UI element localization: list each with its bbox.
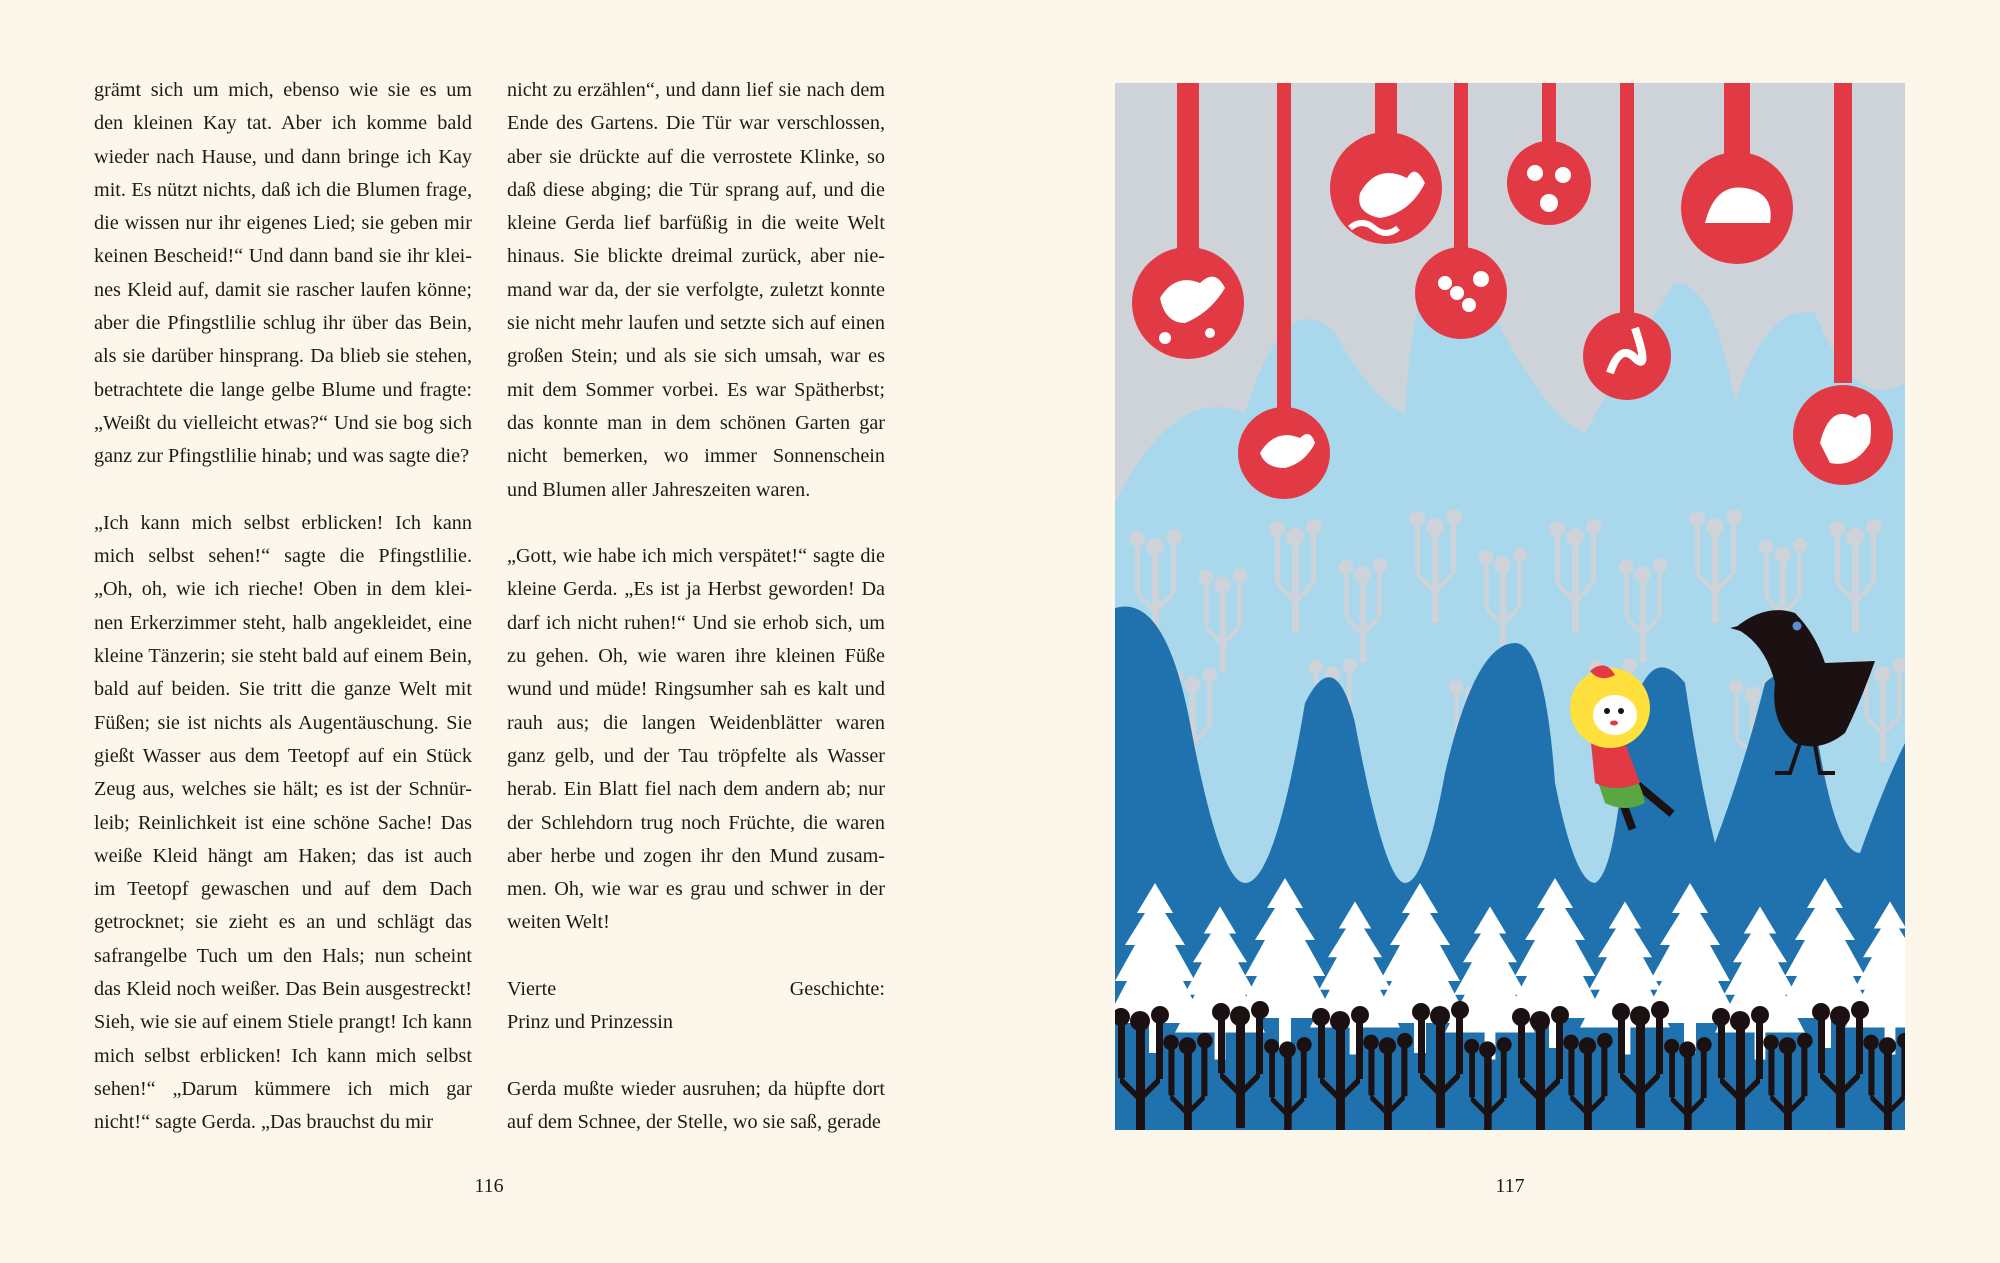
text-paragraph [507,74,885,507]
text-line: aber herbe und zogen ihr den Mund zusam- [507,844,885,867]
text-line: das Kleid noch weißer. Das Bein ausgestreckt! [94,978,472,1001]
text-line: großen Stein; und als sie sich umsah, war es [507,345,885,368]
text-line: weiße Kleid hängt am Haken; das ist auch [94,844,472,867]
text-line: sehen!“ „Darum kümmere ich mich gar [94,1077,472,1100]
text-line: aber die Pfingstlilie schlug ihr über das Bein, [94,312,472,335]
page-number-left: 116 [474,1175,504,1197]
text-line: zu gehen. Oh, wie waren ihre kleinen Füße [507,645,885,668]
text-line: wieder nach Hause, und dann bringe ich Kay [94,145,472,168]
text-line: leib; Reinlichkeit ist eine schöne Sache! Das [94,811,472,834]
text-line: der Schlehdorn trug noch Früchte, die waren [507,811,885,834]
text-line: ganz zur Pfingstlilie hinab; und was sagte die? [94,445,470,468]
text-line: sie nicht mehr laufen und setzte sich auf einen [507,312,885,335]
text-line: gießt Wasser aus dem Teetopf auf ein Stück [94,744,472,767]
text-line: wund und müde! Ringsumher sah es kalt und [507,678,885,701]
text-line: das konnte man in dem schönen Garten gar [507,411,885,434]
text-line: darf ich nicht ruhen!“ Und sie erhob sich, um [507,611,885,634]
text-line: nicht zu erzählen“, und dann lief sie nach dem [507,79,885,101]
text-paragraph [94,74,472,474]
text-line: die wissen nur ihr eigenes Lied; sie geben mir [94,212,472,235]
text-line: kleine Tänzerin; sie steht bald auf einem Bein, [94,645,472,668]
text-paragraph [94,507,472,1140]
text-line: aber sie drückte auf die verrostete Klinke, so [507,145,885,168]
text-line: Zeug aus, welches sie hält; es ist der Schnür- [94,778,472,801]
text-line: Prinz und Prinzessin [507,1011,673,1034]
text-line: Ende des Gartens. Die Tür war verschlossen, [507,112,885,135]
text-line: im Teetopf gewaschen und auf dem Dach [94,878,472,901]
text-line: Füßen; sie ist nichts als Augentäuschung. Sie [94,711,472,734]
text-line: safrangelbe Tuch um den Hals; nun scheint [94,944,472,967]
text-line: „Weißt du vielleicht etwas?“ Und sie bog sich [94,411,472,434]
text-line: mich selbst sehen!“ sagte die Pfingstlilie. [94,545,472,568]
text-line: kleine Gerda. „Es ist ja Herbst geworden! Da [507,578,885,601]
text-line: mit dem Sommer vorbei. Es war Spätherbst; [507,378,885,401]
text-line: daß diese abging; die Tür sprang auf, und die [507,178,885,201]
text-line: herab. Ein Blatt fiel nach dem andern ab; nur [507,778,885,801]
page-number-right: 117 [1495,1175,1525,1197]
text-line: den kleinen Kay tat. Aber ich komme bald [94,112,472,135]
left-page-text-column [94,74,472,1140]
text-line: betrachtete die lange gelbe Blume und fragte: [94,378,472,401]
text-line: „Gott, wie habe ich mich verspätet!“ sagte die [507,545,885,568]
text-line: nes Kleid auf, damit sie rascher laufen könne; [94,278,472,301]
text-line: „Ich kann mich selbst erblicken! Ich kann [94,511,472,534]
text-line: kleine Gerda lief barfüßig in die weite Welt [507,212,885,235]
text-line: „Oh, oh, wie ich rieche! Oben in dem klei- [94,578,472,601]
text-line: mand war da, der sie verfolgte, zuletzt konnte [507,278,885,301]
text-line: und Blumen aller Jahreszeiten waren. [507,478,811,501]
text-line: nicht bemerken, wo immer Sonnenschein [507,445,885,468]
text-line: getrocknet; sie zieht es an und schlägt das [94,911,472,934]
text-line: mit. Es nützt nichts, daß ich die Blumen frage, [94,178,472,201]
text-paragraph [507,973,885,1040]
text-line: men. Oh, wie war es grau und schwer in der [507,878,885,901]
text-line: Vierte Geschichte: [507,978,885,1001]
text-line: nen Erkerzimmer steht, halb angekleidet, eine [94,611,472,634]
text-line: auf dem Schnee, der Stelle, wo sie saß, gerade [507,1111,881,1134]
text-line: weiten Welt! [507,911,610,934]
text-line: Gerda mußte wieder ausruhen; da hüpfte dort [507,1077,885,1100]
text-line: rauh aus; die langen Weidenblätter waren [507,711,885,734]
text-line: als sie darüber hinsprang. Da blieb sie stehen, [94,345,472,368]
text-line: Sieh, wie sie auf einem Stiele prangt! Ich kann [94,1011,472,1034]
text-line: mich selbst erblicken! Ich kann mich selbst [94,1044,472,1067]
text-line: grämt sich um mich, ebenso wie sie es um [94,79,472,101]
text-paragraph [507,540,885,940]
text-line: bald auf beiden. Sie tritt die ganze Welt mit [94,678,472,701]
illustration-girl-and-crow [1115,83,1905,1130]
text-line: hinaus. Sie blickte dreimal zurück, aber nie- [507,245,885,268]
text-line: keinen Bescheid!“ Und dann band sie ihr klei- [94,245,472,268]
text-line: nicht!“ sagte Gerda. „Das brauchst du mir [94,1111,434,1134]
right-text-column [507,74,885,1140]
text-paragraph [507,1073,885,1140]
text-line: ganz gelb, und der Tau tröpfelte als Wasser [507,744,885,767]
